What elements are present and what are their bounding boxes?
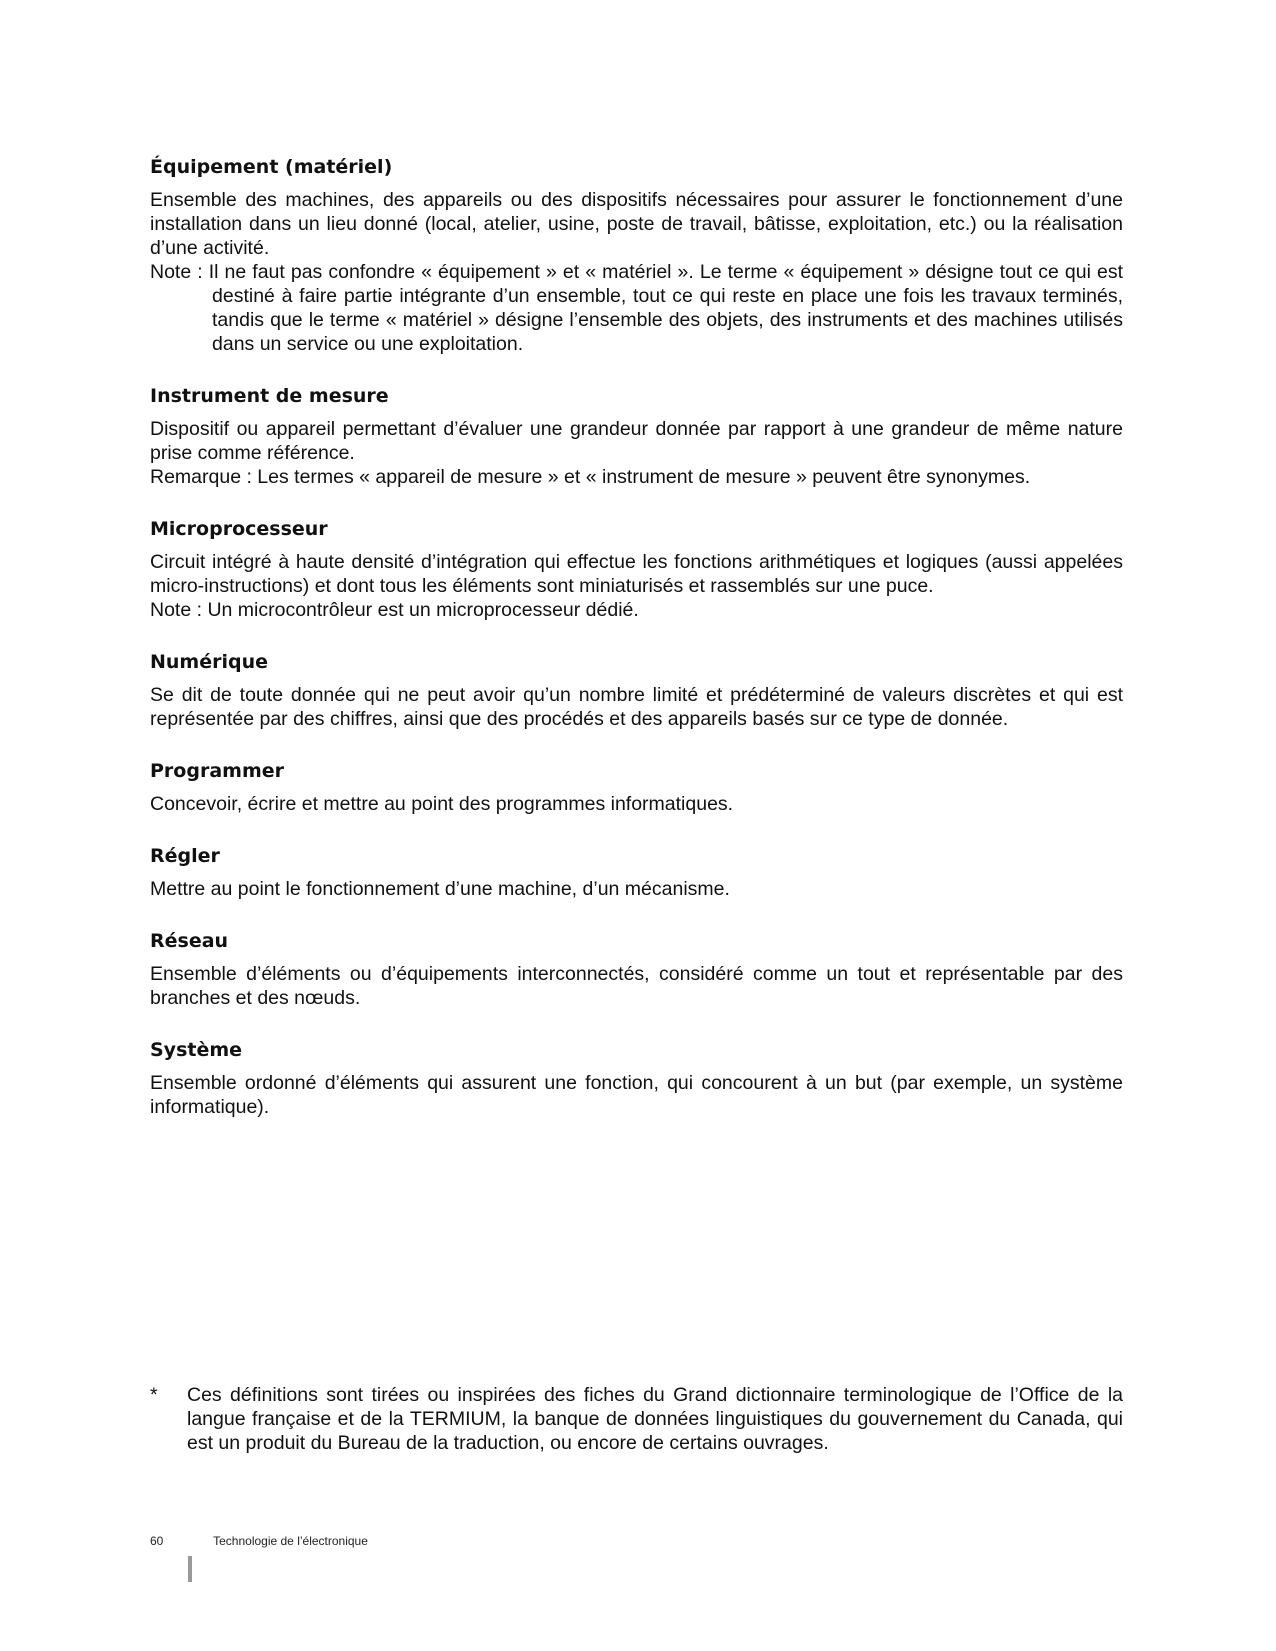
term-note: Note : Un microcontrôleur est un microprocesseur dédié. — [150, 599, 639, 621]
page-footer — [150, 1533, 368, 1549]
glossary — [150, 155, 1123, 1147]
footer-title: Technologie de l’électronique — [213, 1534, 368, 1548]
term-definition: Ensemble d’éléments ou d’équipements interconnectés, considéré comme un tout et représentable par des branches et des nœuds. — [150, 963, 1123, 1009]
term-definition: Concevoir, écrire et mettre au point des programmes informatiques. — [150, 793, 734, 815]
term-definition: Ensemble des machines, des appareils ou des dispositifs nécessaires pour assurer le fonctionnement d’une installation dans un lieu donné (local, atelier, usine, poste de travail, bâtisse, exploitation, etc.) ou la réalisation d’une activité. — [150, 189, 1123, 259]
term-title: Régler — [150, 845, 220, 867]
glossary-entry-reseau — [150, 929, 1123, 1010]
page-number: 60 — [150, 1534, 164, 1548]
term-title: Programmer — [150, 760, 284, 782]
glossary-entry-microprocesseur — [150, 517, 1123, 622]
glossary-entry-programmer — [150, 759, 1123, 816]
term-title: Système — [150, 1039, 243, 1061]
term-definition: Dispositif ou appareil permettant d’évaluer une grandeur donnée par rapport à une grandeur de même nature prise comme référence. — [150, 418, 1123, 464]
term-definition: Ensemble ordonné d’éléments qui assurent une fonction, qui concourent à un but (par exemple, un système informatique). — [150, 1072, 1123, 1118]
term-title: Instrument de mesure — [150, 385, 389, 407]
glossary-entry-systeme — [150, 1038, 1123, 1119]
term-title: Numérique — [150, 651, 269, 673]
term-definition: Circuit intégré à haute densité d’intégration qui effectue les fonctions arithmétiques et logiques (aussi appelées micro-instructions) et dont tous les éléments sont miniaturisés et rassemblés sur une puce. — [150, 551, 1123, 597]
term-title: Microprocesseur — [150, 518, 328, 540]
footer-divider — [188, 1556, 192, 1582]
footnote-marker: * — [150, 1384, 158, 1406]
footnote-text: Ces définitions sont tirées ou inspirées des fiches du Grand dictionnaire terminologique de l’Office de la langue française et de la TERMIUM, la banque de données linguistiques du gouvernement du Canada, qui est un produit du Bureau de la traduction, ou encore de certains ouvrages. — [187, 1384, 1123, 1454]
term-note: Remarque : Les termes « appareil de mesure » et « instrument de mesure » peuvent être synonymes. — [150, 466, 1031, 488]
footnote — [150, 1383, 1123, 1455]
glossary-entry-numerique — [150, 650, 1123, 731]
glossary-entry-equipement — [150, 155, 1123, 356]
term-definition: Se dit de toute donnée qui ne peut avoir qu’un nombre limité et prédéterminé de valeurs discrètes et qui est représentée par des chiffres, ainsi que des procédés et des appareils basés sur ce type de donnée. — [150, 684, 1123, 730]
glossary-entry-instrument-de-mesure — [150, 384, 1123, 489]
glossary-entry-regler — [150, 844, 1123, 901]
term-definition: Mettre au point le fonctionnement d’une machine, d’un mécanisme. — [150, 878, 730, 900]
term-title: Réseau — [150, 930, 229, 952]
term-title: Équipement (matériel) — [150, 156, 393, 178]
term-note: Note : Il ne faut pas confondre « équipement » et « matériel ». Le terme « équipement » désigne tout ce qui est destiné à faire partie intégrante d’un ensemble, tout ce qui reste en place une fois les travaux terminés, tandis que le terme « matériel » désigne l’ensemble des objets, des instruments et des machines utilisés dans un service ou une exploitation. — [150, 261, 1123, 355]
